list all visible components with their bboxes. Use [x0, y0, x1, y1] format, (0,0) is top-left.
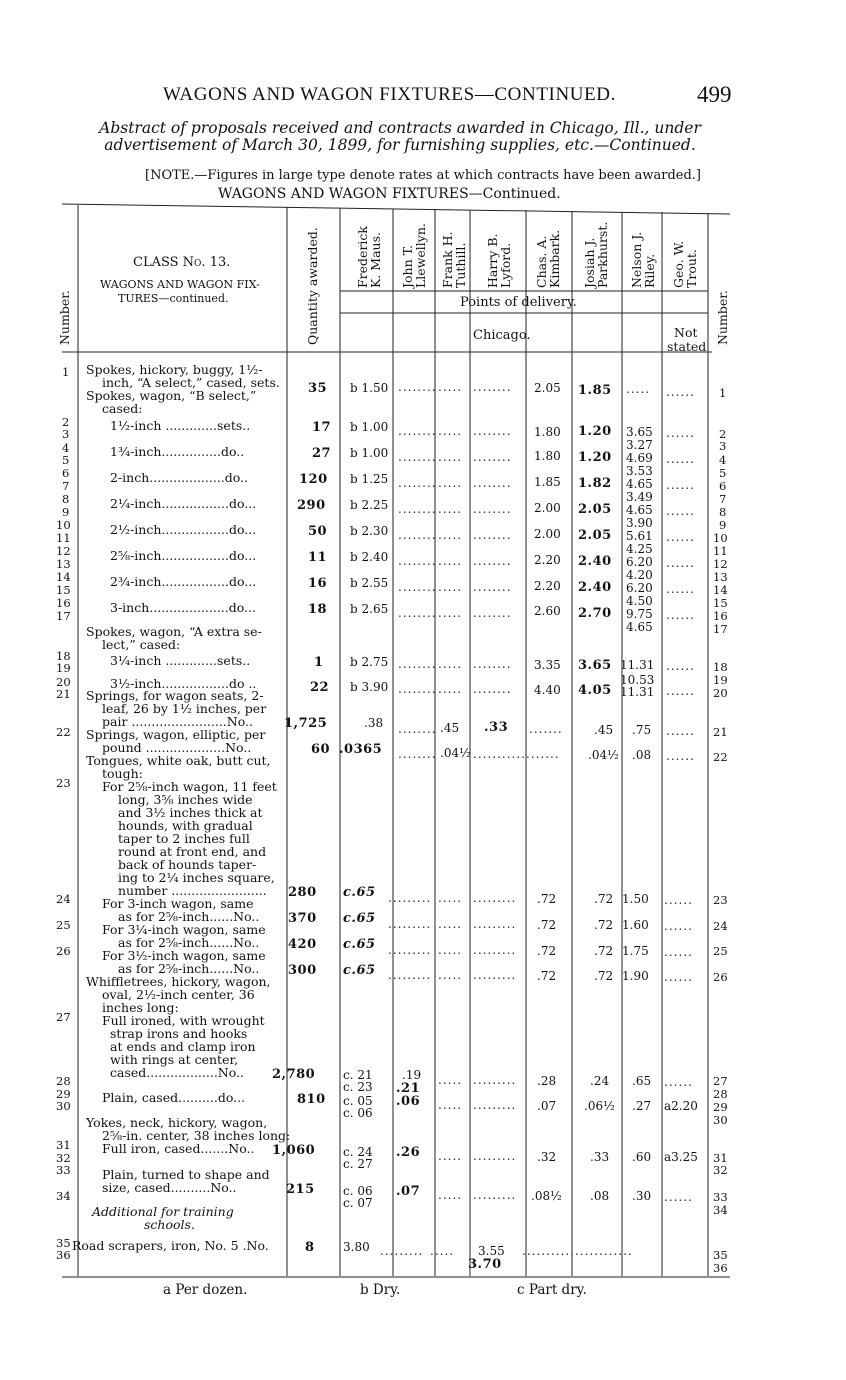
row-number: 33 [713, 1190, 728, 1204]
bid-value: 10.53 [620, 673, 655, 687]
item-description: with rings at center, [110, 1052, 239, 1067]
quantity-value: 8 [305, 1240, 315, 1255]
bid-value: 3.65 [626, 425, 653, 439]
bid-value: .04½ [588, 748, 619, 762]
bid-value: .45 [440, 721, 460, 735]
row-number: 11 [713, 544, 728, 558]
row-number: 27 [56, 1010, 71, 1024]
row-number: 32 [713, 1163, 728, 1177]
item-description: as for 2⅝-inch......No.. [118, 935, 260, 950]
bid-value: 4.50 [626, 594, 653, 608]
row-number: 32 [56, 1151, 71, 1165]
not-stated-header: stated [667, 339, 707, 354]
quantity-value: 27 [312, 446, 332, 461]
item-description: ing to 2¼ inches square, [118, 870, 275, 885]
bid-value: 4.40 [534, 683, 561, 697]
bid-value: b 2.25 [350, 498, 389, 512]
bid-value: 3.27 [626, 438, 653, 452]
row-number: 8 [62, 492, 70, 506]
bid-value: .0365 [339, 742, 383, 757]
row-number: 24 [56, 892, 71, 906]
bid-value: 5.61 [626, 529, 653, 543]
item-description: inch, “A select,” cased, sets. [102, 375, 280, 390]
bid-value: b 2.65 [350, 602, 389, 616]
bid-value: 1.85 [534, 475, 561, 489]
row-number: 15 [56, 583, 71, 597]
bid-value: 1.90 [622, 969, 649, 983]
bid-value: 3.35 [534, 658, 561, 672]
item-description: 3½-inch.................do .. [110, 676, 257, 691]
quantity-value: 370 [288, 911, 317, 926]
row-number: 33 [56, 1163, 71, 1177]
row-number: 23 [713, 893, 728, 907]
bid-value: c.65 [343, 911, 376, 926]
row-number: 35 [713, 1248, 728, 1262]
row-number: 34 [56, 1189, 71, 1203]
bid-value: .72 [537, 892, 557, 906]
row-number: 31 [713, 1151, 728, 1165]
bid-value: b 2.40 [350, 550, 389, 564]
bid-value: 1.80 [534, 449, 561, 463]
bid-value: b 1.25 [350, 472, 389, 486]
bidder-header: Chas. A. Kimbark. [534, 229, 562, 288]
number-column-header: Number. [57, 290, 72, 345]
row-number: 2 [62, 415, 70, 429]
bid-value: c. 27 [343, 1157, 373, 1171]
row-number: 31 [56, 1138, 71, 1152]
footnote-c: c Part dry. [517, 1282, 587, 1298]
bid-value: 6.20 [626, 555, 653, 569]
footnote-b: b Dry. [360, 1282, 401, 1298]
bid-value: b 2.75 [350, 655, 389, 669]
item-description: pair ........................No.. [102, 714, 253, 729]
chicago-header: Chicago. [473, 328, 531, 343]
bidder-header: Frederick K. Maus. [355, 226, 383, 288]
item-description: For 3-inch wagon, same [102, 896, 254, 911]
bid-value: b 3.90 [350, 680, 389, 694]
item-description: cased..................No.. [110, 1065, 244, 1080]
bid-value: .38 [364, 716, 384, 730]
bid-value: .08½ [531, 1189, 562, 1203]
row-number: 19 [713, 673, 728, 687]
item-description: as for 2⅝-inch......No.. [118, 961, 260, 976]
bid-value: 4.65 [626, 477, 653, 491]
row-number: 20 [713, 686, 728, 700]
item-description: For 3½-inch wagon, same [102, 948, 266, 963]
row-number: 5 [719, 466, 727, 480]
item-description: Yokes, neck, hickory, wagon, [86, 1115, 268, 1130]
item-description: Whiffletrees, hickory, wagon, [86, 974, 271, 989]
row-number: 15 [713, 596, 728, 610]
bid-value: 3.55 [478, 1244, 505, 1258]
bid-value: .72 [594, 969, 614, 983]
bid-value: 4.20 [626, 568, 653, 582]
quantity-value: 1 [314, 655, 324, 670]
bid-value: 4.25 [626, 542, 653, 556]
bid-value: .19 [402, 1068, 422, 1082]
row-number: 35 [56, 1236, 71, 1250]
bid-value: 9.75 [626, 607, 653, 621]
class-subtitle-1: WAGONS AND WAGON FIX- [100, 278, 260, 291]
footnote-a: a Per dozen. [163, 1282, 248, 1298]
bid-value: a3.25 [664, 1150, 698, 1164]
item-description: back of hounds taper- [118, 857, 257, 872]
row-number: 17 [56, 609, 71, 623]
item-description: leaf, 26 by 1½ inches, per [102, 701, 267, 716]
row-number: 2 [719, 427, 727, 441]
row-number: 26 [56, 944, 71, 958]
row-number: 22 [56, 725, 71, 739]
bid-value: 1.60 [622, 918, 649, 932]
item-description: tough: [102, 766, 143, 781]
row-number: 36 [56, 1248, 71, 1262]
bidder-header: Frank H. Tuthill. [440, 231, 468, 288]
item-description: Springs, wagon, elliptic, per [86, 727, 266, 742]
item-description: as for 2⅝-inch......No.. [118, 909, 260, 924]
row-number: 19 [56, 661, 71, 675]
item-description: Full ironed, with wrought [102, 1013, 265, 1028]
item-description: 2¼-inch.................do... [110, 496, 257, 511]
bidder-header: Geo. W. Trout. [671, 240, 699, 288]
bid-value: 3.65 [578, 658, 612, 673]
row-number: 28 [56, 1074, 71, 1088]
item-description: at ends and clamp iron [110, 1039, 256, 1054]
item-description: strap irons and hooks [110, 1026, 248, 1041]
quantity-value: 18 [308, 602, 328, 617]
bid-value: 1.85 [578, 383, 612, 398]
item-description: 1½-inch .............sets.. [110, 418, 251, 433]
bid-value: .75 [632, 723, 652, 737]
bid-value: 2.00 [534, 501, 561, 515]
item-description: 3¼-inch .............sets.. [110, 653, 251, 668]
item-description: 2½-inch.................do... [110, 522, 257, 537]
row-number: 30 [56, 1099, 71, 1113]
item-description: taper to 2 inches full [118, 831, 250, 846]
bid-value: 2.60 [534, 604, 561, 618]
item-description: size, cased..........No.. [102, 1180, 237, 1195]
quantity-value: 2,780 [272, 1067, 316, 1082]
item-description: lect,” cased: [102, 637, 181, 652]
row-number: 6 [62, 466, 70, 480]
row-number: 5 [62, 453, 70, 467]
bid-value: 6.20 [626, 581, 653, 595]
item-description: 2⅝-inch.................do... [110, 548, 257, 563]
bid-value: .72 [537, 918, 557, 932]
bid-value: c. 23 [343, 1080, 373, 1094]
bid-value: .08 [590, 1189, 610, 1203]
row-number: 22 [713, 750, 728, 764]
row-number: 28 [713, 1087, 728, 1101]
quantity-value: 17 [312, 420, 332, 435]
bid-value: 2.05 [578, 502, 612, 517]
item-description: 2⅝-in. center, 38 inches long: [102, 1128, 291, 1143]
number-column-header-right: Number. [715, 290, 730, 345]
row-number: 24 [713, 919, 728, 933]
bid-value: .32 [537, 1150, 557, 1164]
bid-value: .24 [590, 1074, 610, 1088]
row-number: 36 [713, 1261, 728, 1275]
bid-value: 2.70 [578, 606, 612, 621]
bid-value: b 2.30 [350, 524, 389, 538]
row-number: 1 [62, 365, 70, 379]
bid-value: 1.80 [534, 425, 561, 439]
item-description: Spokes, wagon, “B select,” [86, 388, 257, 403]
bid-value: 1.20 [578, 450, 612, 465]
row-number: 12 [713, 557, 728, 571]
bid-value: c. 06 [343, 1184, 373, 1198]
bid-value: 1.20 [578, 424, 612, 439]
item-description: 2¾-inch.................do... [110, 574, 257, 589]
row-number: 23 [56, 776, 71, 790]
item-description: Plain, turned to shape and [102, 1167, 270, 1182]
row-number: 6 [719, 479, 727, 493]
row-number: 18 [713, 660, 728, 674]
quantity-value: 810 [297, 1092, 326, 1107]
item-description: 3-inch....................do... [110, 600, 256, 615]
quantity-value: 280 [288, 885, 317, 900]
row-number: 8 [719, 505, 727, 519]
item-description: and 3½ inches thick at [118, 805, 263, 820]
row-number: 29 [56, 1087, 71, 1101]
quantity-value: 300 [288, 963, 317, 978]
bid-value: c. 21 [343, 1068, 373, 1082]
item-description: Plain, cased..........do... [102, 1090, 246, 1105]
bid-value: 4.65 [626, 620, 653, 634]
bid-value: .07 [396, 1184, 421, 1199]
bid-value: b 1.50 [350, 381, 389, 395]
bid-value: 2.05 [578, 528, 612, 543]
bid-value: 1.50 [622, 892, 649, 906]
quantity-value: 215 [286, 1182, 315, 1197]
bid-value: 1.82 [578, 476, 612, 491]
row-number: 13 [713, 570, 728, 584]
row-number: 34 [713, 1203, 728, 1217]
row-number: 21 [56, 687, 71, 701]
item-description: number ........................ [118, 883, 267, 898]
bid-value: 2.40 [578, 580, 612, 595]
bid-value: .27 [632, 1099, 652, 1113]
bid-value: 2.00 [534, 527, 561, 541]
bid-value: c. 05 [343, 1094, 373, 1108]
bid-value: .06 [396, 1094, 421, 1109]
bid-value: .33 [590, 1150, 610, 1164]
bid-value: 4.05 [578, 683, 612, 698]
row-number: 30 [713, 1113, 728, 1127]
item-description: Springs, for wagon seats, 2- [86, 688, 264, 703]
bid-value: 3.70 [468, 1257, 502, 1272]
item-description: pound ....................No.. [102, 740, 252, 755]
bid-value: c. 07 [343, 1196, 373, 1210]
quantity-value: 11 [308, 550, 328, 565]
class-subtitle-2: TURES—continued. [118, 292, 229, 305]
bid-value: 3.80 [343, 1240, 370, 1254]
row-number: 3 [719, 439, 727, 453]
bid-value: 3.53 [626, 464, 653, 478]
item-description: Spokes, wagon, “A extra se- [86, 624, 262, 639]
item-description: schools. [144, 1217, 195, 1232]
points-of-delivery: Points of delivery. [460, 295, 577, 310]
abstract-heading: Abstract of proposals received and contracts awarded in Chicago, Ill., under advertisement of March 30, 1899, for furnishing supplies, etc.—Continued. [99, 119, 701, 154]
row-number: 18 [56, 649, 71, 663]
bid-value: .72 [537, 969, 557, 983]
bid-value: .72 [537, 944, 557, 958]
note: [NOTE.—Figures in large type denote rates at which contracts have been awarded.] [145, 168, 701, 183]
row-number: 29 [713, 1100, 728, 1114]
bid-value: .21 [396, 1081, 421, 1096]
item-description: Spokes, hickory, buggy, 1½- [86, 362, 263, 377]
row-number: 7 [719, 492, 727, 506]
bid-value: .33 [484, 720, 509, 735]
bid-value: 4.65 [626, 503, 653, 517]
bid-value: .60 [632, 1150, 652, 1164]
bidder-header: Josiah J. Parkhurst. [582, 221, 610, 288]
bidder-header: John T. Llewellyn. [400, 223, 428, 288]
bid-value: 2.20 [534, 579, 561, 593]
row-number: 7 [62, 479, 70, 493]
row-number: 16 [713, 609, 728, 623]
row-number: 1 [719, 386, 727, 400]
running-title: WAGONS AND WAGON FIXTURES—CONTINUED. [163, 84, 616, 105]
quantity-value: 1,725 [284, 716, 328, 731]
bid-value: .45 [594, 723, 614, 737]
bid-value: 11.31 [620, 685, 655, 699]
row-number: 16 [56, 596, 71, 610]
bid-value: 1.75 [622, 944, 649, 958]
item-description: long, 3⅝ inches wide [118, 792, 253, 807]
item-description: Additional for training [92, 1204, 234, 1219]
bid-value: b 1.00 [350, 446, 389, 460]
item-description: 2-inch...................do.. [110, 470, 249, 485]
bid-value: 2.20 [534, 553, 561, 567]
item-description: For 2⅝-inch wagon, 11 feet [102, 779, 277, 794]
row-number: 27 [713, 1074, 728, 1088]
row-number: 12 [56, 544, 71, 558]
bid-value: 3.49 [626, 490, 653, 504]
row-number: 9 [62, 505, 70, 519]
bid-value: b 2.55 [350, 576, 389, 590]
bid-value: .04½ [440, 746, 471, 760]
row-number: 21 [713, 725, 728, 739]
quantity-value: 420 [288, 937, 317, 952]
bid-value: .65 [632, 1074, 652, 1088]
row-number: 4 [719, 453, 727, 467]
bid-value: 2.05 [534, 381, 561, 395]
bid-value: c.65 [343, 963, 376, 978]
quantity-column-header: Quantity awarded. [305, 227, 320, 345]
bid-value: 11.31 [620, 658, 655, 672]
bidder-header: Harry B. Lyford. [485, 233, 513, 288]
bid-value: .07 [537, 1099, 557, 1113]
bid-value: a2.20 [664, 1099, 698, 1113]
class-title: CLASS No. 13. [133, 255, 231, 270]
item-description: Full iron, cased.......No.. [102, 1141, 255, 1156]
row-number: 17 [713, 622, 728, 636]
row-number: 26 [713, 970, 728, 984]
bid-value: c.65 [343, 885, 376, 900]
row-number: 25 [713, 944, 728, 958]
row-number: 11 [56, 531, 71, 545]
table-subtitle: WAGONS AND WAGON FIXTURES—Continued. [218, 186, 561, 202]
bid-value: c. 24 [343, 1145, 373, 1159]
bid-value: .06½ [584, 1099, 615, 1113]
item-description: hounds, with gradual [118, 818, 253, 833]
item-description: oval, 2½-inch center, 36 [102, 987, 255, 1002]
not-stated-header: Not [674, 325, 698, 340]
bid-value: 4.69 [626, 451, 653, 465]
bid-value: .26 [396, 1145, 421, 1160]
bid-value: 3.90 [626, 516, 653, 530]
quantity-value: 16 [308, 576, 328, 591]
bid-value: 2.40 [578, 554, 612, 569]
row-number: 14 [56, 570, 71, 584]
item-description: For 3¼-inch wagon, same [102, 922, 266, 937]
bid-value: .72 [594, 918, 614, 932]
bid-value: .08 [632, 748, 652, 762]
quantity-value: 120 [299, 472, 328, 487]
quantity-value: 1,060 [272, 1143, 316, 1158]
quantity-value: 22 [310, 680, 330, 695]
bid-value: .28 [537, 1074, 557, 1088]
row-number: 3 [62, 427, 70, 441]
bid-value: .30 [632, 1189, 652, 1203]
item-description: cased: [102, 401, 143, 416]
row-number: 10 [56, 518, 71, 532]
quantity-value: 290 [297, 498, 326, 513]
item-description: Road scrapers, iron, No. 5 .No. [72, 1238, 269, 1253]
item-description: round at front end, and [118, 844, 267, 859]
quantity-value: 50 [308, 524, 328, 539]
row-number: 4 [62, 441, 70, 455]
bid-value: .72 [594, 892, 614, 906]
quantity-value: 60 [311, 742, 331, 757]
bid-value: c.65 [343, 937, 376, 952]
bid-value: b 1.00 [350, 420, 389, 434]
page-number: 499 [697, 82, 732, 107]
row-number: 9 [719, 518, 727, 532]
row-number: 10 [713, 531, 728, 545]
bidder-header: Nelson J. Riley. [629, 231, 657, 288]
row-number: 20 [56, 675, 71, 689]
item-description: Tongues, white oak, butt cut, [86, 753, 271, 768]
item-description: 1¾-inch...............do.. [110, 444, 245, 459]
bid-value: .72 [594, 944, 614, 958]
row-number: 14 [713, 583, 728, 597]
quantity-value: 35 [308, 381, 328, 396]
row-number: 25 [56, 918, 71, 932]
item-description: inches long: [102, 1000, 179, 1015]
bid-value: c. 06 [343, 1106, 373, 1120]
row-number: 13 [56, 557, 71, 571]
